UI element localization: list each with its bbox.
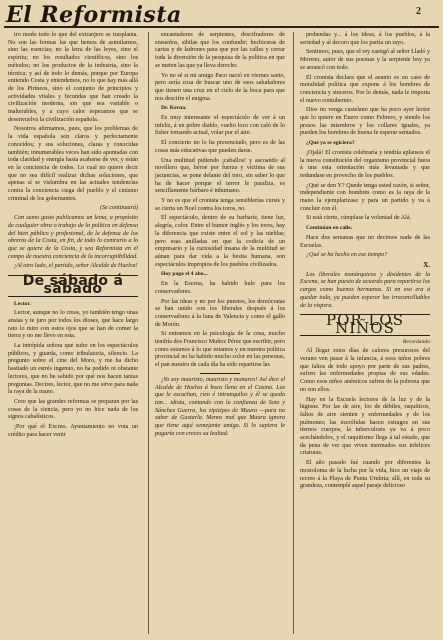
paragraph: prebendas y... á los ideas, á los pueblos, á la seriedad y al decoro que los partía un rayo.	[300, 32, 430, 46]
subheading: Dr. Kerna.	[161, 105, 187, 112]
separator	[200, 373, 240, 374]
paragraph: En la Escena, ha habido hule para los conservadores.	[155, 281, 285, 295]
editorial-note: Los liberales monárquicos y disidentes de la Escena, se han puesto de acuerdo para repartirse los cargos como buenos hermanos. Si en eso era á quedar todo, ya pueden esperar los irreconciliables de la víspera.	[300, 271, 430, 309]
paragraph: Es muy interesante el espectáculo de ver á un infeliz, á un pobre diablo, vuelto loco con caló de lo fisher tomando actual, volar por el aire.	[155, 115, 285, 137]
page-number: 2	[416, 6, 421, 17]
paragraph: El año pasado fué cuando por diferentes la mostoloma de la lucha por la vida, hice un viaje de recreo á la Playa de Punta Umbría; allí, en toda su grandeza, contemplé aquel paraje delicioso	[300, 460, 430, 490]
paragraph: Creo que las grandes reformas se preparan por las cosas de la ciencia, pero yo no hice nada de los signos cabalísticos.	[8, 398, 138, 421]
subheading: Lector.	[14, 300, 31, 307]
paragraph: Si está cierto, cúmplase la voluntad de Alá.	[306, 215, 412, 222]
paragraph: Y no es que el cronista tenga sensiblerías cursis y se cierta un Noel contra los toros, no.	[155, 198, 285, 212]
byline: Recordando	[402, 338, 430, 345]
paragraph: Sentimos, pues, que el rey castigó al señor Lladó y Moreno, autor de sus poemas y la serpiente hoy ya se arrancó con todo.	[300, 49, 430, 71]
paragraph: El concierto no lo ha presenciado, pero es de las cosas más educativas que pueden darse.	[155, 140, 285, 154]
masthead-rule	[4, 26, 439, 28]
paragraph: Dios no venga castelano que ha poco ayer lector que lo quiere en Enero como Febrero, y siendo los presos las miembros y los collares iguales, ya pueden los hombres de buena fe esperar sentados.	[300, 107, 430, 137]
signoff: ¡Al otro lado, el partido, señor Alcalde de Huelva!	[14, 263, 138, 270]
paragraph: Hay en la Escuela lectores de la luz y de la higiene. Por las de aire, los de débiles, raquíticos, faltos de aire sienten y enfermedades y de los pulmones; las escrófulas hacen estragos en sus tiernos cuerpos, la tuberculosis ya va á poco acechándolos, y el raquitismo llega á tal estado, que da pena de ver que viven mermados sus infelices criaturas.	[300, 396, 430, 457]
paragraph: Lector, aunque no lo creas, yo también tengo unas ansias y te juro por todos los dioses, que hace largo rato lo miro con estos ojos que se han de comer la tierra y no me llevo en esta.	[8, 310, 138, 340]
paragraph: tro modo todo lo que del extranjero se trasplanta. No son las formas las que hemos de asimilarnos, sino las esencias; no la letra de las leyes, sino el espíritu; no los resultados científicos, sino los métodos; no los productos de la industria, sino la técnica; y así de todo lo demás, porque por Europa entiendo Costa y entendemos, no lo que hay más allá de los Pirineos, sino el conjunto de principios y actividades vitales y fecundas que han creado la civilización moderna, sin que sea variable o inalterables, y a cuyo calor esperamos que se desenvuelva la civilización española.	[8, 32, 138, 123]
paragraph: encantadores de serpientes, descifradores de ensueños, sibilas que los confundir; hechiceras de cartas y de ladrones para que por las calles y cerrar toda la diversión de la pesquisa de la política en que se meten las que ya lleva derecho.	[155, 32, 285, 69]
paragraph: ¡Ojalá! El cronista celebraría y tendría aplausos el la nueva constitución del organismo provincial fuera á una esta orientación más levantada y que redundase en provecho de los pueblos.	[300, 149, 430, 179]
paragraph: Yo no sé si mi amigo Paco nació en viernes santo, pero sería cosa de buscar uno de esos saludadores que tienen una cruz en el cielo de la boca para que nos descifre el enigma.	[155, 72, 285, 102]
paragraph: ¡Por qué el Excmo. Ayuntamiento no vota un crédito para hacer venir	[8, 424, 138, 438]
column-divider	[148, 32, 149, 634]
paragraph: Hace dos semanas que no decimos nada de las Escuelas.	[300, 234, 430, 249]
paragraph: Al llegar estos días de calores presurosos del verano ven pasar á la infancia, á esos niños pobres que faltos de todo apoyo por parte de sus padres, sufren las enfermedades propias de sus edades. Como esos niños anémicos sufren de la pobreza que no son ellos.	[300, 348, 430, 393]
continue-note: (Se continuará)	[99, 205, 138, 212]
column-3	[300, 32, 430, 493]
paragraph: El espectáculo, dentro de su barbarie, tiene luz, alegría, color. Entre el humor inglés y los toros, hay la diferencia que existe entre el sol y las nieblas; pero esas anilladas en que la codicia de un empresario y la curiosidad insana de la multitud se aúnan para dar vida a la bestia humana, son espectáculos impropios de los pueblos civilizados.	[155, 215, 285, 268]
masthead-title: El Reformista	[6, 2, 182, 28]
column-divider	[293, 32, 294, 634]
subheading: Hoy paga el 4 abo...	[161, 271, 208, 278]
section-title-ninos: POR LOS NIÑOS	[300, 314, 430, 335]
editorial-note: Con sumo gusto publicamos un lema, a propósito de cualquier obra o trabajo de la política en defensa del bien público y profesional, de la defensa de los obreros de la Costa, en fin, de todo lo contrario a lo que se quiere de la Costa, y sea Reformista en el campo de nuestra conciencia de la incorruptibilidad.	[8, 215, 138, 260]
signature-mark: X.	[423, 260, 430, 269]
paragraph: La intrépida señora que sufre en los espectáculos públicos, y guarda, como tribulatoria, silencio. La pregunto sobre el cine del Moro, y me ha dicho hastiado un estrés ingenuo, no ha podido ni obstante lectores, que no he sabido por qué nos hacen tantas preguntas. Decires, lector, que no me sirve para nada la raya de la mano.	[8, 343, 138, 396]
paragraph: ¿Qué se ha hecho en ese tiempo?	[306, 252, 388, 259]
paragraph: Por las ideas y no por los puestos, los demócratas se han unido con los liberales después á los conservadores á la luna de Valencia y como el gallo de Morón.	[155, 298, 285, 328]
subheading: ¿Qué ya se egiciera?	[306, 140, 355, 147]
column-1	[8, 32, 138, 441]
paragraph: Si entramos en la psicología de la cosa, mucho tendría dos Francisco Muñoz Pérez que escribir, pero como estamos á lo que estamos y en nuestra política provincial no ha habido mucho color en las personas, el pan nuestro de cada día ha sido repartirse las	[155, 331, 285, 369]
paragraph: Nosotros afirmamos, pues, que los problemas de la vida española son claros y perfectamente conocidos; y sus soluciones, claras y conocidas también; innumerables veces han sido apuntadas con toda claridad y energía hasta acabarse de ver, y están en la conciencia de todos. Lo cual no quiere decir que no sea difícil realizar dichas soluciones, que apenas sí se vislumbra en las actuales tendencias contra la conciencia ciega del pueblo y el cinismo criminal de los gobernantes.	[8, 126, 138, 202]
column-2	[155, 32, 285, 440]
section-title-sabado: De sábado á sábado	[8, 275, 138, 296]
paragraph: El cronista declara que el asunto es un caso de moralidad política que expone á los hombres de conciencia y sinceros. Por lo demás, nada le importa el nuevo contubernio.	[300, 74, 430, 104]
subheading: Continúan en calle.	[306, 225, 353, 232]
paragraph: Una multitud pidiendo ¡caballos! y ascoando al novillero que, héroe por fuerza y víctima de sus jactancias, se pone delante del toro, sin saber lo que ha de hacer porque el terror le paraliza, es sencillamente bárbaro é inhumano.	[155, 157, 285, 195]
quote-paragraph: ¡Yo soy mauristo, mauristo y monarco! Así dice el Alcalde de Huelva á boca llena en el Casino. Los que le escuchan, ríen é intranquilos y él se queda tan... idiota, contando con la confianza de Soto y Sánchez Guerra, los zipizipes de Maura —para no saber de Gastarla. Menos mal que Maura ignora que tiene aquí semejante amigo. Si lo supiera le pagaría con creces su lealtad.	[155, 376, 285, 437]
paragraph: ¿Qué se den Y? Quede tenga usted razón, si señor, independiente con hombres como es la raya de la mano la ejemplarizase y para un partido y va á concluir con él.	[300, 182, 430, 212]
